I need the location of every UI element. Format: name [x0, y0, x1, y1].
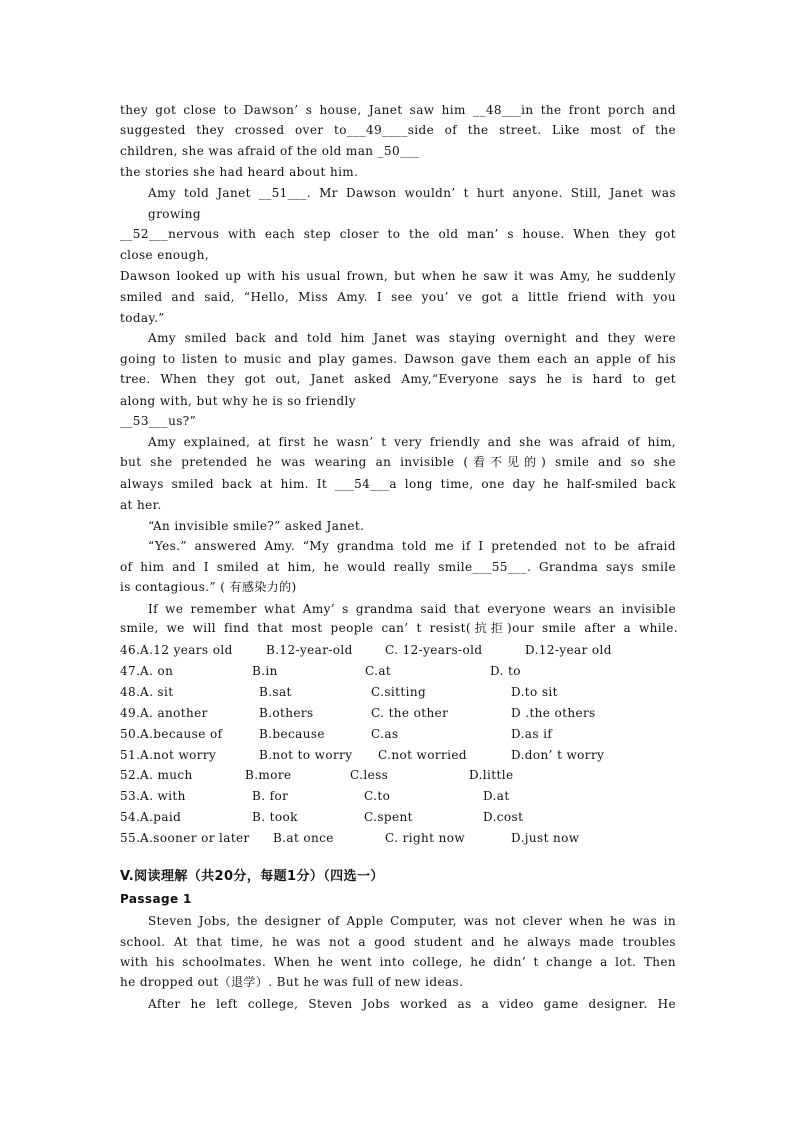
option-b: B.sat	[259, 685, 292, 699]
cloze-line: along with, but why he is so friendly	[120, 394, 356, 408]
cloze-line: Amy explained, at first he wasn’ t very friendly and she was afraid of him,	[148, 435, 676, 449]
cloze-line: of him and I smiled at him, he would really smile___55___. Grandma says smile	[120, 560, 676, 574]
cloze-line: close enough,	[120, 248, 210, 262]
cloze-line: smile, we will find that most people can’ t resist(抗拒)our smile after a while.	[120, 621, 678, 635]
option-a: A. on	[140, 664, 174, 678]
passage-line: Steven Jobs, the designer of Apple Computer, was not clever when he was in	[148, 914, 676, 928]
cloze-line: but she pretended he was wearing an invisible (看不见的) smile and so she	[120, 455, 676, 469]
cloze-line: “An invisible smile?” asked Janet.	[148, 519, 365, 533]
option-b: B.at once	[273, 831, 334, 845]
cloze-line: suggested they crossed over to___49____side of the street. Like most of the	[120, 123, 676, 137]
passage-line: After he left college, Steven Jobs worked as a video game designer. He	[148, 997, 676, 1011]
question-number: 48.	[120, 685, 141, 699]
passage-title: Passage 1	[120, 892, 192, 906]
option-c: C. the other	[371, 706, 449, 720]
cloze-line: Dawson looked up with his usual frown, but when he saw it was Amy, he suddenly	[120, 269, 676, 283]
question-number: 52.	[120, 768, 141, 782]
question-number: 54.	[120, 810, 141, 824]
option-c: C.less	[350, 768, 389, 782]
option-c: C.as	[371, 727, 399, 741]
cloze-line: always smiled back at him. It ___54___a long time, one day he half-smiled back	[120, 477, 676, 491]
option-b: B.because	[259, 727, 325, 741]
cloze-line: “Yes.” answered Amy. “My grandma told me if I pretended not to be afraid	[148, 539, 676, 553]
cloze-line: __53___us?”	[120, 414, 197, 428]
option-d: D. to	[490, 664, 521, 678]
option-c: C.sitting	[371, 685, 427, 699]
option-a: A.not worry	[140, 748, 217, 762]
option-d: D .the others	[511, 706, 596, 720]
option-a: A.because of	[140, 727, 223, 741]
option-a: A. sit	[140, 685, 174, 699]
cloze-line: the stories she had heard about him.	[120, 165, 359, 179]
cloze-line: Amy told Janet __51___. Mr Dawson wouldn’ t hurt anyone. Still, Janet was	[148, 186, 676, 200]
cloze-line: going to listen to music and play games. Dawson gave them each an apple of his	[120, 352, 676, 366]
option-b: B. took	[252, 810, 298, 824]
question-number: 50.	[120, 727, 141, 741]
option-d: D.little	[469, 768, 514, 782]
option-d: D.just now	[511, 831, 580, 845]
option-d: D.to sit	[511, 685, 558, 699]
option-d: D.cost	[483, 810, 524, 824]
passage-line: he dropped out（退学）. But he was full of new ideas.	[120, 975, 464, 989]
passage-line: with his schoolmates. When he went into college, he didn’ t change a lot. Then	[120, 955, 676, 969]
option-d: D.12-year old	[525, 643, 612, 657]
option-d: D.don’ t worry	[511, 748, 605, 762]
cloze-line: smiled and said, “Hello, Miss Amy. I see you’ ve got a little friend with you	[120, 290, 676, 304]
question-number: 46.	[120, 643, 141, 657]
cloze-line: tree. When they got out, Janet asked Amy,“Everyone says he is hard to get	[120, 372, 676, 386]
question-number: 55.	[120, 831, 141, 845]
option-b: B.12-year-old	[266, 643, 353, 657]
cloze-line: Amy smiled back and told him Janet was staying overnight and they were	[148, 331, 676, 345]
section-heading: V.阅读理解（共20分，每题1分）（四选一）	[120, 869, 384, 884]
option-b: B.in	[252, 664, 278, 678]
option-c: C. right now	[385, 831, 466, 845]
cloze-line: children, she was afraid of the old man _50___	[120, 144, 420, 158]
question-number: 47.	[120, 664, 141, 678]
option-a: A.sooner or later	[140, 831, 250, 845]
option-c: C.not worried	[378, 748, 467, 762]
option-d: D.at	[483, 789, 510, 803]
cloze-line: is contagious.” ( 有感染力的)	[120, 580, 297, 594]
option-b: B.more	[245, 768, 292, 782]
passage-line: school. At that time, he was not a good student and he always made troubles	[120, 935, 676, 949]
cloze-line: today.”	[120, 311, 165, 325]
option-b: B. for	[252, 789, 289, 803]
option-d: D.as if	[511, 727, 553, 741]
question-number: 53.	[120, 789, 141, 803]
cloze-line: If we remember what Amy’ s grandma said that everyone wears an invisible	[148, 602, 676, 616]
cloze-line: __52___nervous with each step closer to the old man’ s house. When they got	[120, 227, 676, 241]
option-a: A.12 years old	[140, 643, 233, 657]
cloze-line: at her.	[120, 498, 162, 512]
option-a: A.paid	[140, 810, 182, 824]
option-a: A. another	[140, 706, 208, 720]
option-a: A. with	[140, 789, 186, 803]
question-number: 49.	[120, 706, 141, 720]
cloze-line: growing	[148, 207, 201, 221]
option-b: B.not to worry	[259, 748, 353, 762]
cloze-line: they got close to Dawson’ s house, Janet saw him __48___in the front porch and	[120, 103, 676, 117]
question-number: 51.	[120, 748, 141, 762]
option-b: B.others	[259, 706, 314, 720]
option-c: C. 12-years-old	[385, 643, 483, 657]
option-c: C.spent	[364, 810, 413, 824]
option-c: C.to	[364, 789, 391, 803]
option-a: A. much	[140, 768, 193, 782]
option-c: C.at	[365, 664, 392, 678]
